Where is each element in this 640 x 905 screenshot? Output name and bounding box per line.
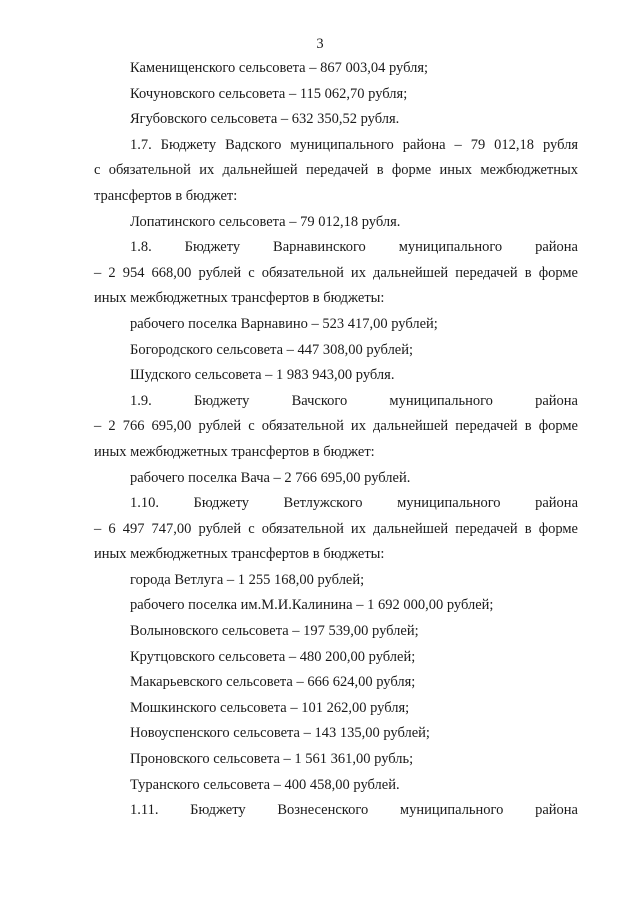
document-body — [94, 59, 578, 827]
text-line: Каменищенского сельсовета – 867 003,04 рубля; — [130, 60, 429, 76]
text-line: Туранского сельсовета – 400 458,00 рублей. — [130, 776, 400, 793]
text-line: трансфертов в бюджет: — [94, 187, 238, 204]
page-number: 3 — [316, 36, 324, 52]
text-line: иных межбюджетных трансфертов в бюджеты: — [94, 290, 385, 307]
text-line: рабочего поселка Вача – 2 766 695,00 рублей. — [130, 469, 411, 486]
text-line: – 2 766 695,00 рублей с обязательной их дальнейшей передачей в форме — [94, 418, 578, 435]
paragraph-heading: 1.9. Бюджету Вачского муниципального района — [130, 392, 578, 409]
text-line: Лопатинского сельсовета – 79 012,18 рубля. — [130, 213, 401, 230]
text-line: с обязательной их дальнейшей передачей в форме иных межбюджетных — [94, 162, 578, 179]
text-line: рабочего поселка им.М.И.Калинина – 1 692 000,00 рублей; — [130, 597, 494, 614]
text-line: рабочего поселка Варнавино – 523 417,00 рублей; — [130, 315, 438, 332]
text-line: Мошкинского сельсовета – 101 262,00 рубля; — [130, 699, 410, 716]
text-line: Кочуновского сельсовета – 115 062,70 рубля; — [130, 85, 408, 102]
text-line: Шудского сельсовета – 1 983 943,00 рубля. — [130, 367, 395, 384]
paragraph-heading: 1.7. Бюджету Вадского муниципального района – 79 012,18 рубля — [130, 136, 578, 153]
paragraph-heading: 1.11. Бюджету Вознесенского муниципального района — [130, 802, 578, 819]
text-line: Волыновского сельсовета – 197 539,00 рублей; — [130, 623, 419, 640]
text-line: иных межбюджетных трансфертов в бюджеты: — [94, 546, 385, 563]
paragraph-heading: 1.8. Бюджету Варнавинского муниципального района — [130, 239, 578, 256]
text-line: Богородского сельсовета – 447 308,00 рублей; — [130, 341, 414, 358]
text-line: Ягубовского сельсовета – 632 350,52 рубля. — [130, 111, 400, 128]
paragraph-heading: 1.10. Бюджету Ветлужского муниципального района — [130, 495, 578, 512]
text-line: – 6 497 747,00 рублей с обязательной их дальнейшей передачей в форме — [94, 520, 578, 537]
text-line: иных межбюджетных трансфертов в бюджет: — [94, 443, 375, 460]
text-line: Макарьевского сельсовета – 666 624,00 рубля; — [130, 674, 416, 691]
text-line: Новоуспенского сельсовета – 143 135,00 рублей; — [130, 725, 430, 742]
text-line: Крутцовского сельсовета – 480 200,00 рублей; — [130, 648, 416, 665]
text-line: города Ветлуга – 1 255 168,00 рублей; — [130, 571, 365, 588]
text-line: Проновского сельсовета – 1 561 361,00 рубль; — [130, 751, 414, 768]
text-line: – 2 954 668,00 рублей с обязательной их дальнейшей передачей в форме — [94, 264, 578, 281]
